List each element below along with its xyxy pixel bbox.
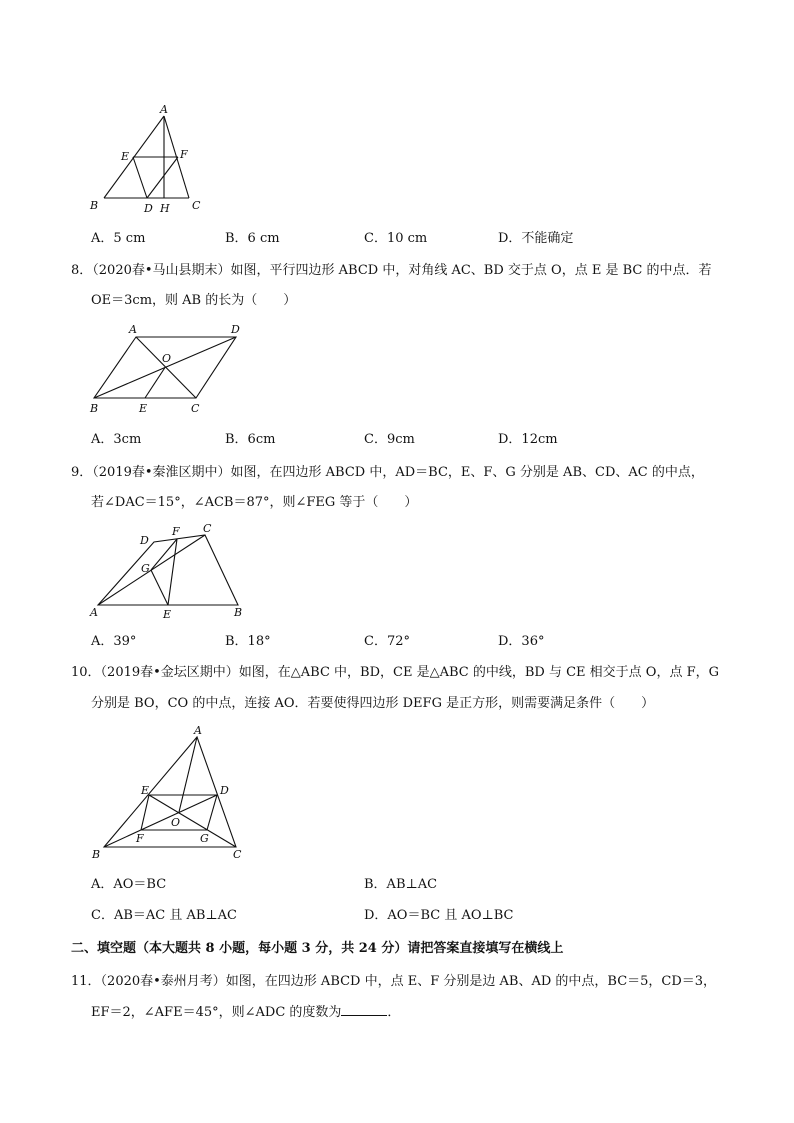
q10-label-g: G (200, 832, 209, 845)
q8-label-c: C (191, 402, 200, 415)
q9-label-g: G (141, 562, 150, 575)
q7-label-h: H (160, 202, 170, 215)
q7-label-b: B (90, 199, 99, 212)
q10-figure (84, 722, 254, 864)
q9-figure (84, 518, 254, 622)
q7-option-a[interactable]: A．5 cm (91, 231, 146, 246)
q10-label-c: C (233, 848, 242, 861)
q10-seg-ef (141, 795, 149, 830)
q8-figure (84, 320, 254, 420)
q8-stem-line2: OE＝3cm，则 AB 的长为（ ） (91, 293, 297, 308)
q9-stem-line1: 9．（2019春•秦淮区期中）如图，在四边形 ABCD 中，AD＝BC，E、F、G 分别是 AB、CD、AC 的中点， (71, 465, 704, 480)
q8-stem-line1: 8．（2020春•马山县期末）如图，平行四边形 ABCD 中，对角线 AC、BD 交于点 O，点 E 是 BC 的中点．若 (71, 263, 712, 278)
q9-quadrilateral (98, 535, 238, 605)
q11-stem-line2-end: ． (387, 1005, 401, 1020)
q8-label-b: B (90, 402, 99, 415)
q9-label-f: F (172, 525, 180, 538)
q7-option-d[interactable]: D．不能确定 (498, 231, 574, 246)
q8-label-e: E (139, 402, 148, 415)
q8-label-a: A (129, 323, 137, 336)
q11-answer-blank[interactable] (341, 1003, 387, 1016)
q10-label-d: D (220, 784, 229, 797)
q8-label-o: O (162, 352, 172, 365)
q11-stem-line1: 11．（2020春•泰州月考）如图，在四边形 ABCD 中，点 E、F 分别是边 AB、AD 的中点，BC＝5，CD＝3， (71, 974, 717, 989)
q10-seg-ce (149, 795, 236, 847)
q8-label-d: D (231, 323, 240, 336)
q9-label-e: E (163, 608, 172, 621)
q8-option-a[interactable]: A．3cm (91, 432, 142, 447)
q10-stem-line1: 10．（2019春•金坛区期中）如图，在△ABC 中，BD，CE 是△ABC 的中线，BD 与 CE 相交于点 O，点 F，G (71, 665, 719, 680)
q7-label-e: E (121, 150, 130, 163)
q9-option-c[interactable]: C．72° (364, 634, 410, 649)
q8-option-c[interactable]: C．9cm (364, 432, 415, 447)
q7-seg-fd (147, 157, 178, 198)
q7-figure (84, 100, 214, 218)
q9-seg-eg (151, 570, 168, 605)
q10-label-e: E (141, 784, 150, 797)
q10-option-a[interactable]: A．AO＝BC (91, 877, 167, 892)
q11-stem-line2-text: EF＝2，∠AFE＝45°，则∠ADC 的度数为 (91, 1005, 342, 1020)
q9-option-b[interactable]: B．18° (225, 634, 271, 649)
q10-label-f: F (136, 832, 144, 845)
q7-option-b[interactable]: B．6 cm (225, 231, 280, 246)
q8-option-b[interactable]: B．6cm (225, 432, 276, 447)
q7-label-a: A (160, 103, 168, 116)
q9-stem-line2: 若∠DAC＝15°，∠ACB＝87°，则∠FEG 等于（ ） (91, 495, 418, 510)
q7-label-f: F (180, 148, 188, 161)
section2-title: 二、填空题（本大题共 8 小题，每小题 3 分，共 24 分）请把答案直接填写在横线上 (71, 941, 564, 956)
q7-label-d: D (144, 202, 153, 215)
q11-stem-line2 (91, 1003, 400, 1022)
q10-label-o: O (171, 816, 181, 829)
q10-label-a: A (194, 724, 202, 737)
q9-option-d[interactable]: D．36° (498, 634, 545, 649)
q10-label-b: B (92, 848, 101, 861)
q10-option-d[interactable]: D．AO＝BC 且 AO⊥BC (364, 908, 514, 923)
q9-label-a: A (90, 606, 98, 619)
q9-label-b: B (234, 606, 243, 619)
q10-seg-dg (207, 795, 217, 830)
q7-label-c: C (192, 199, 201, 212)
q7-seg-ed (133, 157, 147, 198)
q9-label-d: D (140, 534, 149, 547)
q10-option-b[interactable]: B．AB⊥AC (364, 877, 438, 892)
q9-label-c: C (203, 522, 212, 535)
q9-option-a[interactable]: A．39° (91, 634, 137, 649)
q10-stem-line2: 分别是 BO，CO 的中点，连接 AO．若要使得四边形 DEFG 是正方形，则需要满足条件（ ） (91, 696, 655, 711)
q8-option-d[interactable]: D．12cm (498, 432, 558, 447)
q7-option-c[interactable]: C．10 cm (364, 231, 428, 246)
q10-option-c[interactable]: C．AB＝AC 且 AB⊥AC (91, 908, 237, 923)
